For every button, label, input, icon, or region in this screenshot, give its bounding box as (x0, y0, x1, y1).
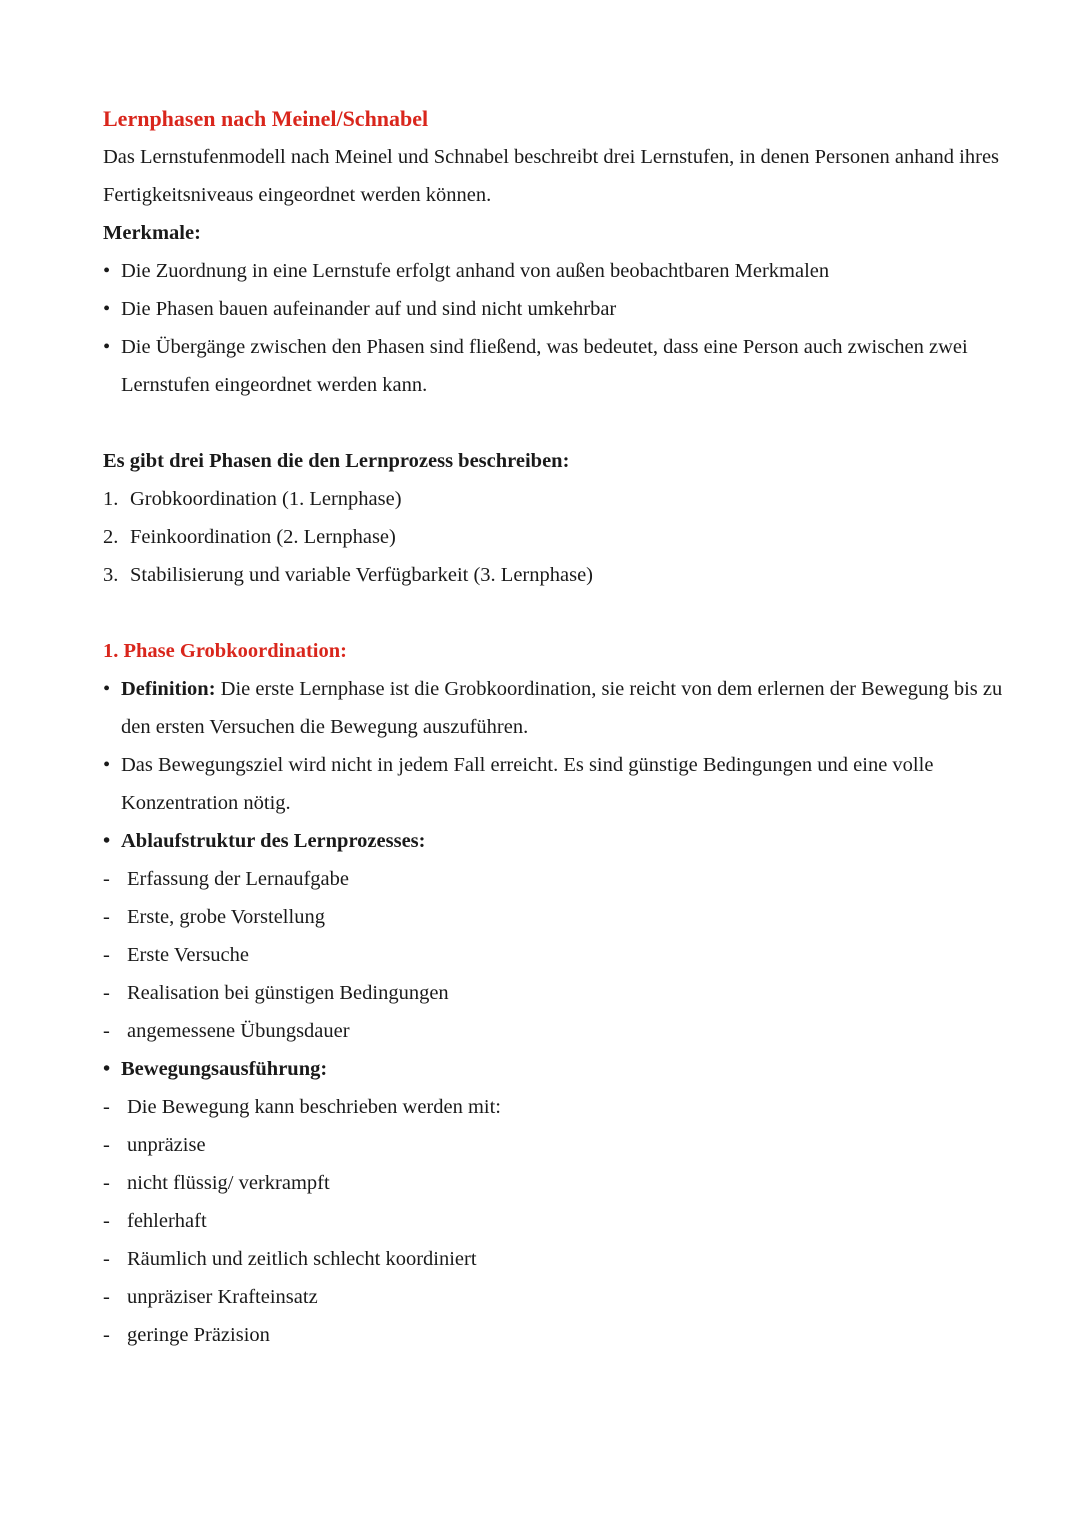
list-item: • Die Phasen bauen aufeinander auf und sind nicht umkehrbar (103, 290, 1003, 328)
list-text: Stabilisierung und variable Verfügbarkeit (3. Lernphase) (130, 564, 594, 586)
phase1-heading: 1. Phase Grobkoordination: (103, 640, 347, 662)
list-item: • Die Zuordnung in eine Lernstufe erfolgt anhand von außen beobachtbaren Merkmalen (103, 252, 1003, 290)
ausfuehrung-heading-list (103, 1050, 1003, 1088)
ablauf-list (103, 860, 1003, 1050)
list-item: - unpräziser Krafteinsatz (103, 1278, 1003, 1316)
list-number: 3. (103, 564, 119, 586)
list-item: - Räumlich und zeitlich schlecht koordiniert (103, 1240, 1003, 1278)
list-item: - Die Bewegung kann beschrieben werden mit: (103, 1088, 1003, 1126)
ziel-item: • Das Bewegungsziel wird nicht in jedem Fall erreicht. Es sind günstige Bedingungen und eine volle Konzentration nötig. (103, 746, 1003, 822)
list-item: - Realisation bei günstigen Bedingungen (103, 974, 1003, 1012)
document-title: Lernphasen nach Meinel/Schnabel (103, 106, 429, 131)
ausfuehrung-list (103, 1088, 1003, 1354)
spacer (103, 404, 1003, 442)
intro-paragraph: Das Lernstufenmodell nach Meinel und Schnabel beschreibt drei Lernstufen, in denen Personen anhand ihres Fertigkeitsniveaus eingeordnet werden können. (103, 146, 1000, 206)
phasen-list (103, 480, 1003, 594)
list-item: - angemessene Übungsdauer (103, 1012, 1003, 1050)
list-item: - Erste, grobe Vorstellung (103, 898, 1003, 936)
definition-item (103, 670, 1003, 746)
list-item (103, 556, 1003, 594)
merkmale-list (103, 252, 1003, 404)
list-item: - Erste Versuche (103, 936, 1003, 974)
list-text: Grobkoordination (1. Lernphase) (130, 488, 402, 510)
ausfuehrung-heading: • Bewegungsausführung: (103, 1050, 1003, 1088)
list-item (103, 480, 1003, 518)
list-item: - Erfassung der Lernaufgabe (103, 860, 1003, 898)
ablauf-heading: • Ablaufstruktur des Lernprozesses: (103, 822, 1003, 860)
list-text: Feinkoordination (2. Lernphase) (130, 526, 396, 548)
list-item: - unpräzise (103, 1126, 1003, 1164)
list-item: - fehlerhaft (103, 1202, 1003, 1240)
phasen-heading: Es gibt drei Phasen die den Lernprozess beschreiben: (103, 450, 570, 472)
list-item (103, 518, 1003, 556)
list-number: 1. (103, 488, 119, 510)
list-number: 2. (103, 526, 119, 548)
spacer (103, 594, 1003, 632)
merkmale-heading: Merkmale: (103, 222, 201, 244)
list-item: - geringe Präzision (103, 1316, 1003, 1354)
definition-label: Definition: (121, 678, 216, 700)
list-item: - nicht flüssig/ verkrampft (103, 1164, 1003, 1202)
phase1-list (103, 670, 1003, 860)
document-page (103, 100, 1003, 1354)
definition-text: Die erste Lernphase ist die Grobkoordination, sie reicht von dem erlernen der Bewegung bis zu den ersten Versuchen die Bewegung auszuführen. (121, 678, 1003, 738)
list-item: • Die Übergänge zwischen den Phasen sind fließend, was bedeutet, dass eine Person auch zwischen zwei Lernstufen eingeordnet werden kann. (103, 328, 1003, 404)
